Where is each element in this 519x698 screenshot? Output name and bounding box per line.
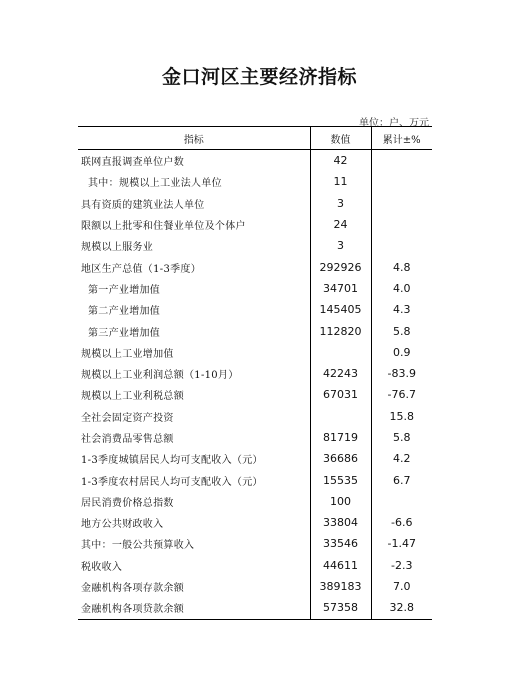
table-row [78, 171, 432, 192]
row-pct: 15.8 [389, 409, 414, 423]
row-value: 57358 [310, 597, 371, 619]
row-pct [371, 491, 432, 512]
header-value: 数值 [310, 127, 371, 150]
row-value: 42243 [310, 363, 371, 384]
row-value: 3 [310, 235, 371, 256]
header-indicator: 指标 [78, 127, 310, 150]
table-header-row [78, 127, 432, 150]
row-name: 具有资质的建筑业法人单位 [81, 199, 205, 211]
row-value: 81719 [310, 427, 371, 448]
row-value: 36686 [310, 448, 371, 469]
table-row [78, 448, 432, 469]
row-value: 67031 [310, 384, 371, 405]
row-pct: 0.9 [393, 345, 411, 359]
row-value: 3 [310, 193, 371, 214]
row-value: 24 [310, 214, 371, 235]
row-pct [371, 171, 432, 192]
row-name: 第二产业增加值 [88, 306, 161, 318]
table-row [78, 533, 432, 554]
table-row [78, 256, 432, 277]
page-title: 金口河区主要经济指标 [161, 66, 357, 88]
row-name: 居民消费价格总指数 [81, 497, 174, 509]
row-name: 地方公共财政收入 [81, 519, 164, 531]
row-pct [371, 214, 432, 235]
row-value: 112820 [310, 320, 371, 341]
row-name: 第一产业增加值 [88, 284, 161, 296]
row-value: 33546 [310, 533, 371, 554]
row-name: 金融机构各项贷款余额 [81, 604, 184, 616]
row-pct: -6.6 [391, 516, 413, 530]
row-pct: 5.8 [393, 431, 411, 444]
row-name: 1-3季度农村居民人均可支配收入（元） [81, 476, 263, 488]
table-row [78, 278, 432, 299]
row-value: 44611 [310, 555, 371, 576]
row-name: 1-3季度城镇居民人均可支配收入（元） [81, 455, 263, 467]
row-pct: -76.7 [387, 388, 416, 402]
row-value: 292926 [310, 256, 371, 277]
table-row [78, 320, 432, 341]
row-pct: 4.2 [393, 452, 411, 466]
row-name: 规模以上工业利润总额（1-10月） [81, 370, 239, 382]
row-name: 规模以上工业利税总额 [81, 391, 184, 403]
table-row [78, 406, 432, 427]
table-row [78, 555, 432, 576]
row-value: 42 [310, 150, 371, 172]
table-row [78, 342, 432, 363]
row-pct [371, 193, 432, 214]
row-pct: -83.9 [387, 367, 416, 381]
row-value: 11 [310, 171, 371, 192]
row-pct: 5.8 [393, 324, 411, 338]
table-row [78, 469, 432, 490]
row-name: 第三产业增加值 [88, 327, 161, 339]
table-row [78, 193, 432, 214]
row-name: 规模以上服务业 [81, 242, 154, 254]
row-pct: 7.0 [393, 580, 411, 594]
row-name: 全社会固定资产投资 [81, 412, 174, 424]
row-pct: 32.8 [389, 601, 414, 615]
header-cumulative: 累计±% [371, 127, 432, 150]
row-pct: 4.8 [393, 260, 411, 274]
indicators-table [78, 126, 432, 620]
row-value [310, 342, 371, 363]
row-value: 389183 [310, 576, 371, 597]
row-value: 33804 [310, 512, 371, 533]
row-name: 地区生产总值（1-3季度） [81, 263, 202, 275]
row-name: 其中：一般公共预算收入 [81, 540, 195, 552]
row-value: 100 [310, 491, 371, 512]
table-row [78, 512, 432, 533]
table-row [78, 427, 432, 448]
unit-label: 单位：户、万元 [359, 118, 429, 129]
row-name: 联网直报调查单位户数 [81, 157, 184, 169]
row-pct [371, 235, 432, 256]
row-name: 税收收入 [81, 561, 123, 573]
row-pct: 6.7 [393, 473, 411, 487]
table-row [78, 214, 432, 235]
table-row [78, 384, 432, 405]
table-row [78, 299, 432, 320]
row-pct: -1.47 [387, 537, 416, 551]
row-name: 限额以上批零和住餐业单位及个体户 [81, 221, 246, 233]
row-pct [371, 150, 432, 172]
table-row [78, 597, 432, 619]
row-name: 社会消费品零售总额 [81, 434, 174, 445]
row-value: 34701 [310, 278, 371, 299]
row-value: 145405 [310, 299, 371, 320]
row-pct: -2.3 [391, 558, 413, 572]
row-pct: 4.3 [393, 303, 411, 317]
row-name: 其中：规模以上工业法人单位 [88, 178, 222, 190]
table-row [78, 576, 432, 597]
row-name: 规模以上工业增加值 [81, 348, 174, 360]
row-pct: 4.0 [393, 281, 411, 295]
table-row [78, 491, 432, 512]
table-row [78, 363, 432, 384]
table-row [78, 150, 432, 172]
row-value [310, 406, 371, 427]
table-row [78, 235, 432, 256]
row-name: 金融机构各项存款余额 [81, 583, 184, 595]
row-value: 15535 [310, 469, 371, 490]
